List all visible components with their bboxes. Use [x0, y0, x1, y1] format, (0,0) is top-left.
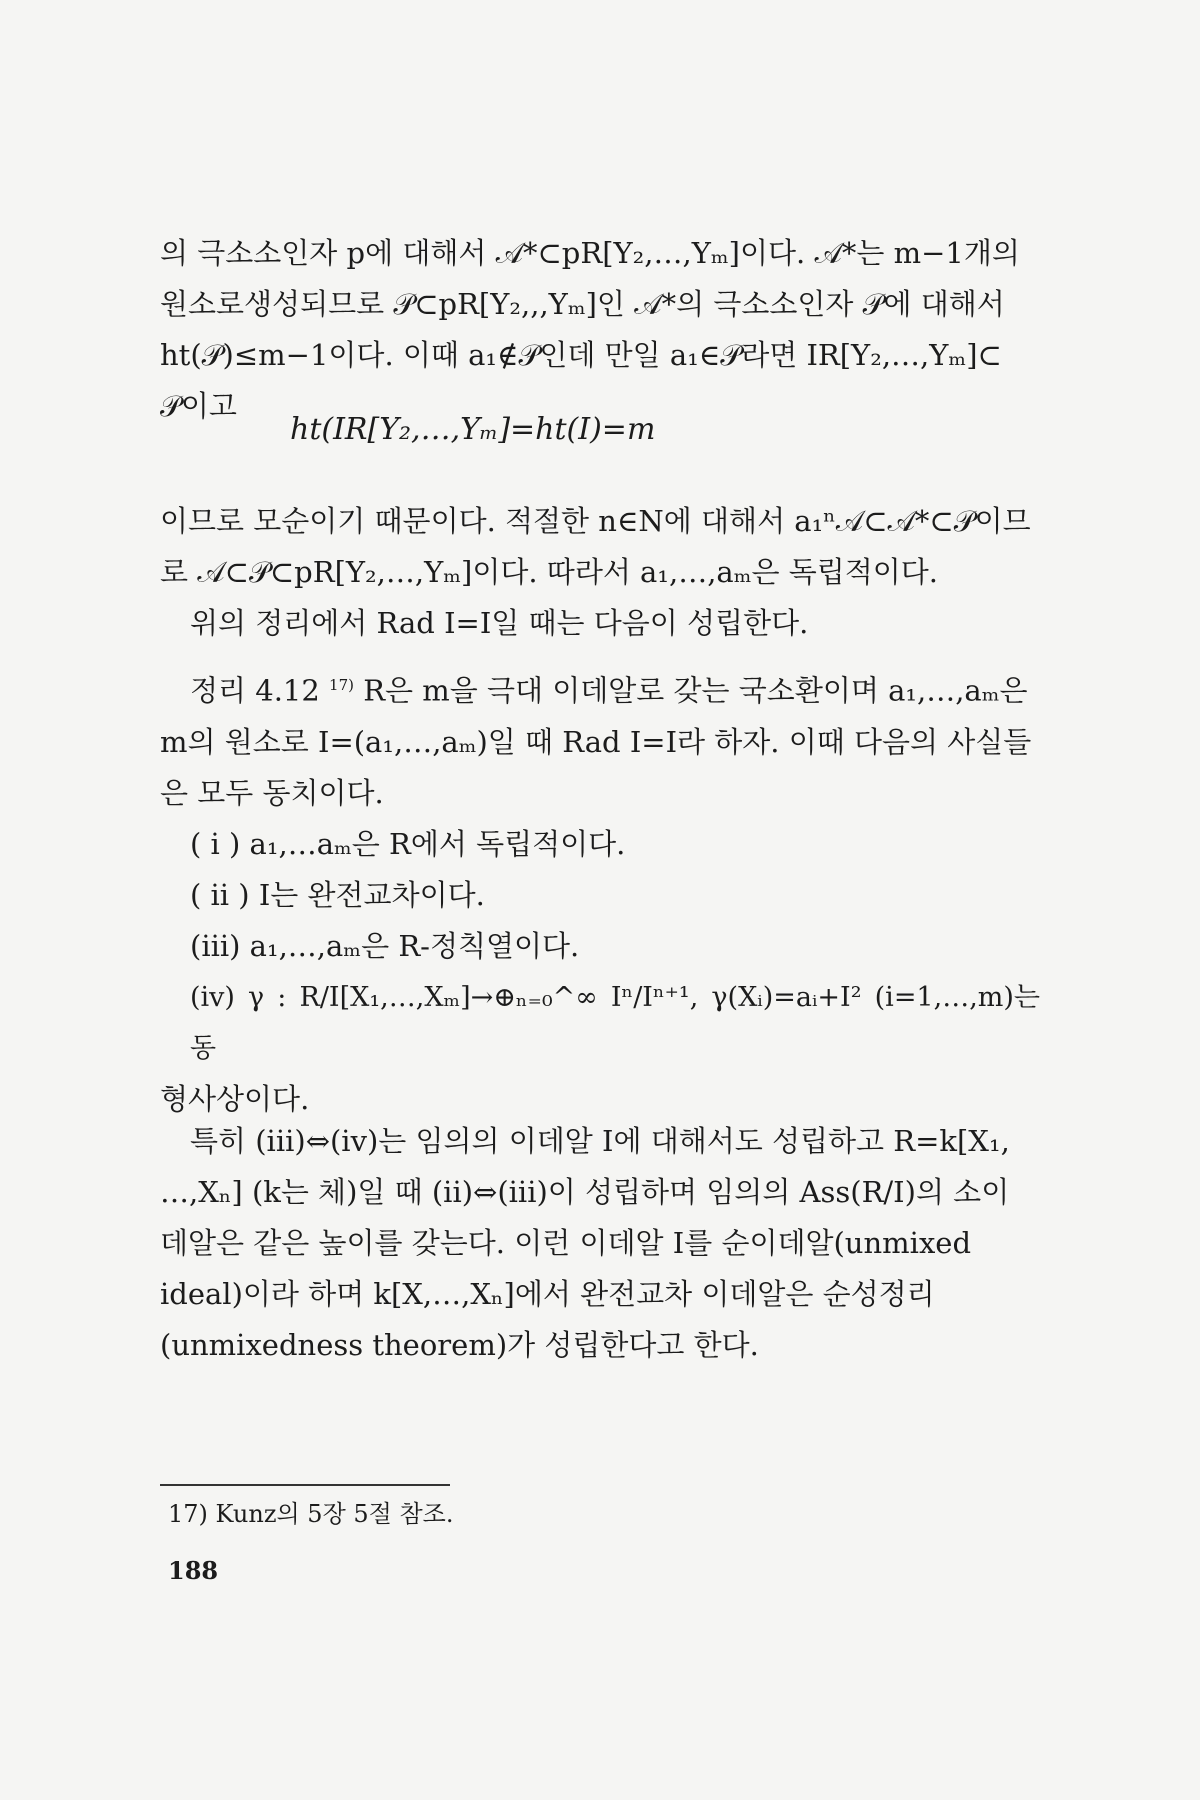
- footnote-ref: 17): [329, 676, 354, 694]
- text-line: 𝒫이고: [160, 389, 237, 423]
- theorem-text: R은 m을 극대 이데알로 갖는 국소환이며 a₁,…,aₘ은: [363, 673, 1028, 708]
- list-item: ( i ) a₁,…aₘ은 R에서 독립적이다.: [190, 826, 626, 861]
- text-line: 원소로생성되므로 𝒫⊂pR[Y₂,,,Yₘ]인 𝒜*의 극소소인자 𝒫에 대해서: [160, 287, 1005, 321]
- text-line: 위의 정리에서 Rad I=I일 때는 다음이 성립한다.: [190, 606, 809, 640]
- text-line: m의 원소로 I=(a₁,…,aₘ)일 때 Rad I=I라 하자. 이때 다음의 사실들: [160, 724, 1032, 759]
- text-line: 특히 (iii)⇔(iv)는 임의의 이데알 I에 대해서도 성립하고 R=k[X₁,: [190, 1124, 1010, 1158]
- list-item: (iv) γ : R/I[X₁,…,Xₘ]→⊕ₙ₌₀^∞ Iⁿ/Iⁿ⁺¹, γ(Xᵢ)=aᵢ+I² (i=1,…,m)는 동: [190, 981, 1040, 1064]
- theorem-first-line: [160, 660, 1040, 717]
- theorem-heading: 정리 4.12: [190, 673, 320, 708]
- paragraph-1: [160, 228, 1040, 432]
- paragraph-4: [160, 1116, 1040, 1371]
- footnote: 17) Kunz의 5장 5절 참조.: [168, 1500, 454, 1528]
- text-line: …,Xₙ] (k는 체)일 때 (ii)⇔(iii)이 성립하며 임의의 Ass(R/I)의 소이: [160, 1175, 1010, 1209]
- text-line: 형사상이다.: [160, 1081, 310, 1116]
- text-line: 의 극소소인자 p에 대해서 𝒜*⊂pR[Y₂,…,Yₘ]이다. 𝒜*는 m−1개의: [160, 236, 1020, 270]
- paragraph-2: [160, 496, 1040, 649]
- text-line: ideal)이라 하며 k[X,…,Xₙ]에서 완전교차 이데알은 순성정리: [160, 1277, 935, 1311]
- footnote-divider: [160, 1484, 450, 1486]
- text-line: 이므로 모순이기 때문이다. 적절한 n∈N에 대해서 a₁ⁿ𝒜⊂𝒜*⊂𝒫이므: [160, 504, 1031, 538]
- list-item: (iii) a₁,…,aₘ은 R-정칙열이다.: [190, 928, 580, 963]
- text-line: 로 𝒜⊂𝒫⊂pR[Y₂,…,Yₘ]이다. 따라서 a₁,…,aₘ은 독립적이다.: [160, 555, 939, 589]
- page-number: 188: [168, 1556, 219, 1585]
- text-line: ht(𝒫)≤m−1이다. 이때 a₁∉𝒫인데 만일 a₁∈𝒫라면 IR[Y₂,…,Yₘ]⊂: [160, 338, 1002, 372]
- list-item: ( ii ) I는 완전교차이다.: [190, 877, 485, 912]
- text-line: 데알은 같은 높이를 갖는다. 이런 이데알 I를 순이데알(unmixed: [160, 1226, 972, 1260]
- text-line: (unmixedness theorem)가 성립한다고 한다.: [160, 1328, 759, 1362]
- text-line: 은 모두 동치이다.: [160, 775, 384, 810]
- theorem-block: [160, 660, 1040, 1125]
- display-equation: ht(IR[Y₂,…,Yₘ]=ht(I)=m: [290, 412, 656, 447]
